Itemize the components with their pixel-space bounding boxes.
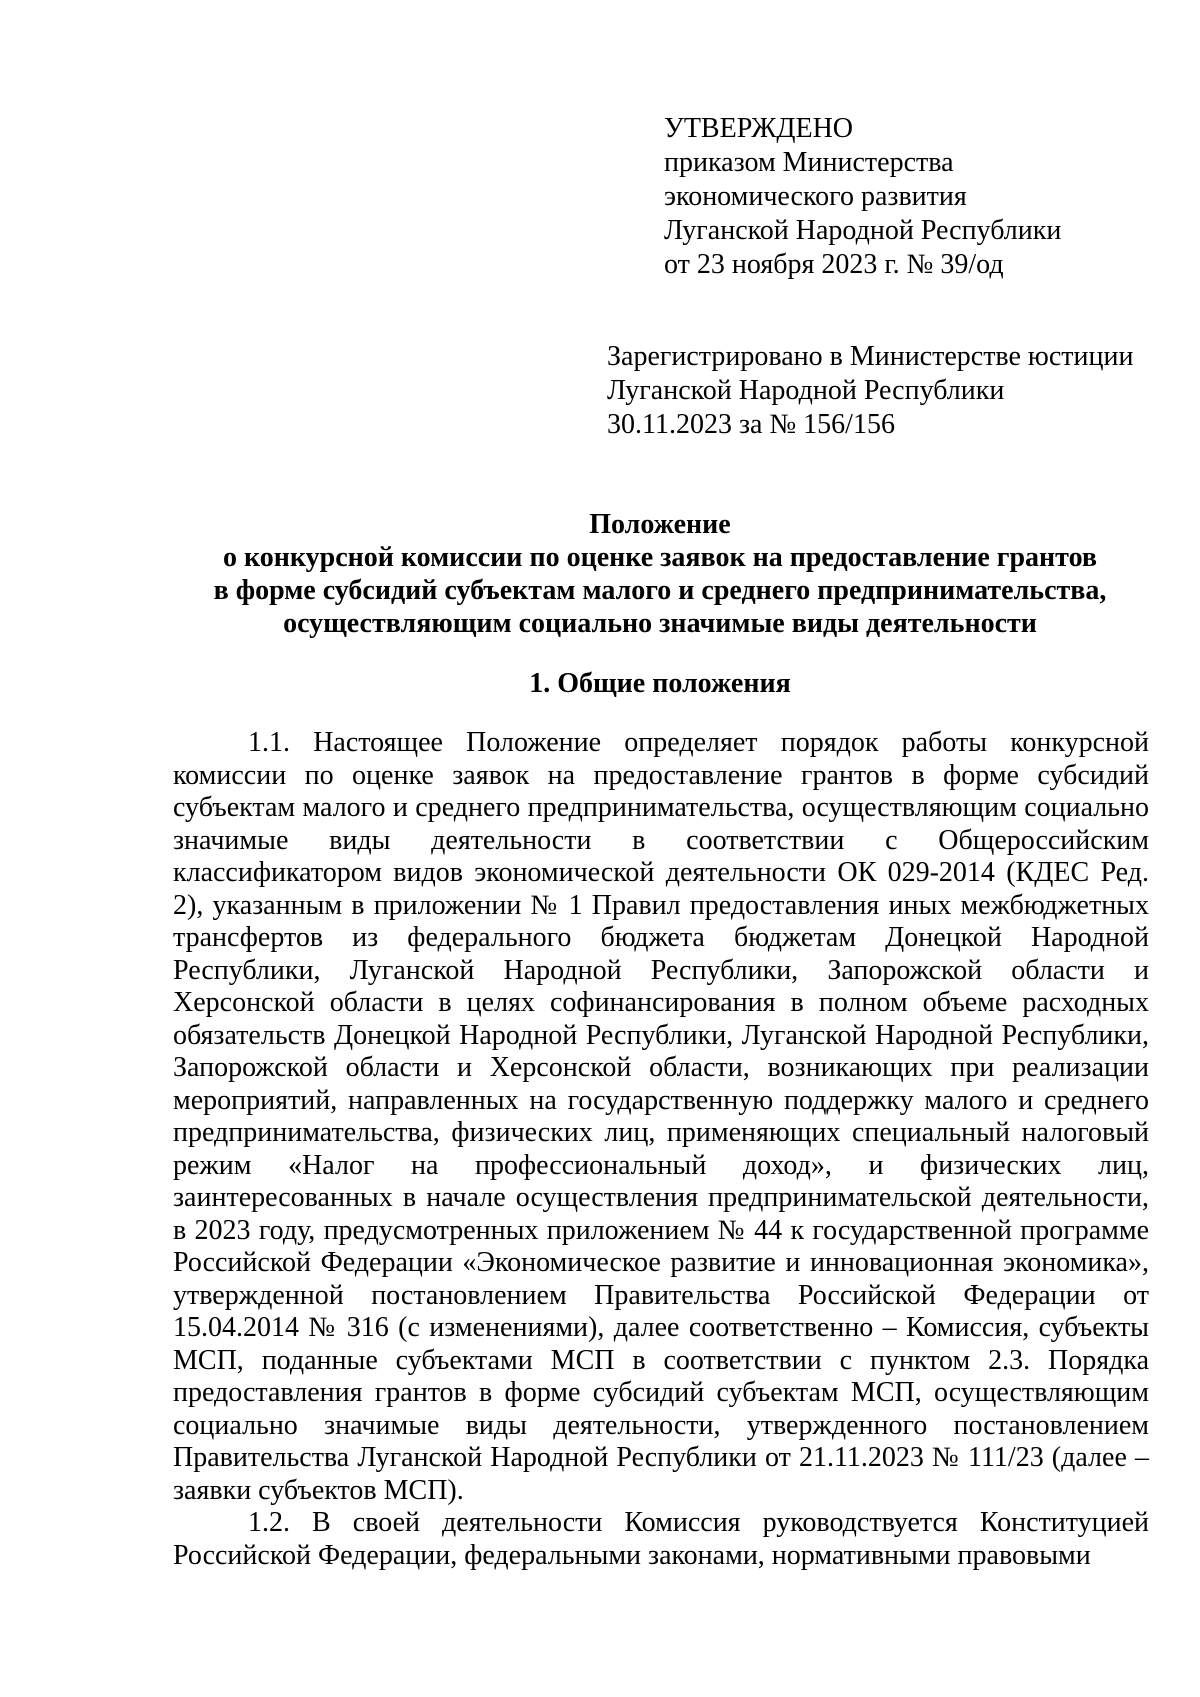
document-body (173, 727, 1149, 1572)
approval-stamp-heading: УТВЕРЖДЕНО (664, 113, 854, 144)
document-title-heading: Положение (589, 509, 731, 540)
approval-line: приказом Министерства (664, 147, 954, 178)
registration-line: Зарегистрировано в Министерстве юстиции (607, 341, 1134, 372)
document-title-line: осуществляющим социально значимые виды деятельности (283, 608, 1037, 639)
document-title-line: о конкурсной комиссии по оценке заявок на предоставление грантов (222, 542, 1097, 573)
document-title-line: в форме субсидий субъектам малого и среднего предпринимательства, (213, 575, 1107, 606)
paragraph-1-1: 1.1. Настоящее Положение определяет порядок работы конкурсной комиссии по оценке заявок на предоставление грантов в форме субсидий субъектам малого и среднего предпринимательства, осуществляющим социально значимые виды деятельности в соответствии с Общероссийским классификатором видов экономической деятельности ОК 029-2014 (КДЕС Ред. 2), указанным в приложении № 1 Правил предоставления иных межбюджетных трансфертов из федерального бюджета бюджетам Донецкой Народной Республики, Луганской Народной Республики, Запорожской области и Херсонской области в целях софинансирования в полном объеме расходных обязательств Донецкой Народной Республики, Луганской Народной Республики, Запорожской области и Херсонской области, возникающих при реализации мероприятий, направленных на государственную поддержку малого и среднего предпринимательства, физических лиц, применяющих специальный налоговый режим «Налог на профессиональный доход», и физических лиц, заинтересованных в начале осуществления предпринимательской деятельности, в 2023 году, предусмотренных приложением № 44 к государственной программе Российской Федерации «Экономическое развитие и инновационная экономика», утвержденной постановлением Правительства Российской Федерации от 15.04.2014 № 316 (с изменениями), далее соответственно – Комиссия, субъекты МСП, поданные субъектами МСП в соответствии с пунктом 2.3. Порядка предоставления грантов в форме субсидий субъектам МСП, осуществляющим социально значимые виды деятельности, утвержденного постановлением Правительства Луганской Народной Республики от 21.11.2023 № 111/23 (далее – заявки субъектов МСП). (173, 727, 1149, 1506)
approval-block (664, 112, 1164, 282)
registration-block (607, 340, 1167, 442)
approval-order-date: от 23 ноября 2023 г. № 39/од (664, 249, 1004, 280)
paragraph-1-2: 1.2. В своей деятельности Комиссия руководствуется Конституцией Российской Федерации, федеральными законами, нормативными правовыми (173, 1507, 1149, 1571)
document-title (160, 508, 1160, 640)
registration-number: 30.11.2023 за № 156/156 (607, 409, 895, 440)
approval-line: Луганской Народной Республики (664, 215, 1062, 246)
registration-line: Луганской Народной Республики (607, 375, 1005, 406)
approval-line: экономического развития (664, 181, 967, 212)
section-heading: 1. Общие положения (529, 668, 791, 699)
